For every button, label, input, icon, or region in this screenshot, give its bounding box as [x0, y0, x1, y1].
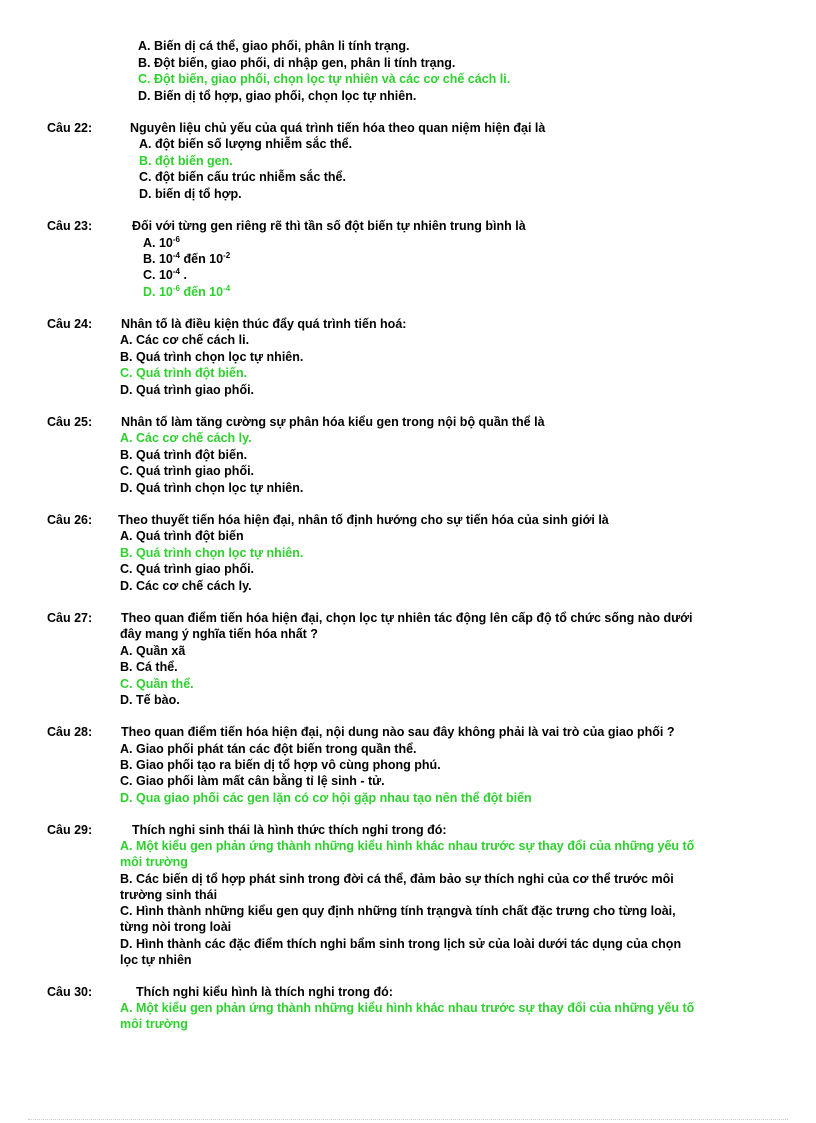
- q28-stem: Theo quan điểm tiến hóa hiện đại, nội dung nào sau đây không phải là vai trò của giao phối ?: [121, 725, 675, 739]
- q22-stem: Nguyên liệu chủ yếu của quá trình tiến hóa theo quan niệm hiện đại là: [130, 121, 546, 135]
- q29-number: Câu 29:: [47, 823, 93, 837]
- q29-option-a-correct-continued: môi trường: [120, 855, 188, 869]
- q30-option-a-correct: A. Một kiểu gen phản ứng thành những kiểu hình khác nhau trước sự thay đổi của những yếu tố: [120, 1001, 695, 1015]
- q25-option-a-correct: A. Các cơ chế cách ly.: [120, 431, 252, 445]
- page-bottom-divider: [28, 1119, 788, 1120]
- q27-number: Câu 27:: [47, 611, 93, 625]
- q24-option-d: D. Quá trình giao phối.: [120, 383, 255, 397]
- q28-option-d-correct: D. Qua giao phối các gen lặn có cơ hội gặp nhau tạo nên thể đột biến: [120, 791, 532, 805]
- q23-option-a: A. $10^{-6}$: [143, 235, 181, 250]
- q29-stem: Thích nghi sinh thái là hình thức thích nghi trong đó:: [132, 823, 447, 837]
- q29-option-b: B. Các biến dị tổ hợp phát sinh trong đời cá thể, đảm bảo sự thích nghi của cơ thể trước môi: [120, 872, 674, 886]
- q23-option-b: B. $10^{-4}$ đến $10^{-2}$: [143, 251, 231, 266]
- q29-option-b-continued: trường sinh thái: [120, 888, 218, 902]
- q26-option-a: A. Quá trình đột biến: [120, 529, 244, 543]
- q25-option-c: C. Quá trình giao phối.: [120, 464, 255, 478]
- q23-option-c: C. $10^{-4}$ .: [143, 267, 187, 282]
- q26-option-c: C. Quá trình giao phối.: [120, 562, 255, 576]
- q27-stem-continued: đây mang ý nghĩa tiến hóa nhất ?: [120, 627, 318, 641]
- q23-option-d-correct: D. $10^{-6}$ đến $10^{-4}$: [143, 284, 231, 299]
- q25-option-b: B. Quá trình đột biến.: [120, 448, 248, 462]
- q30-stem: Thích nghi kiểu hình là thích nghi trong đó:: [136, 985, 393, 999]
- q23-stem: Đối với từng gen riêng rẽ thì tần số đột biến tự nhiên trung bình là: [132, 219, 526, 233]
- q27-option-c-correct: C. Quần thể.: [120, 677, 194, 691]
- q28-option-a: A. Giao phối phát tán các đột biến trong quần thể.: [120, 742, 417, 756]
- q22-option-c: C. đột biến cấu trúc nhiễm sắc thể.: [139, 170, 346, 184]
- q28-option-b: B. Giao phối tạo ra biến dị tổ hợp vô cùng phong phú.: [120, 758, 441, 772]
- q27-option-b: B. Cá thể.: [120, 660, 178, 674]
- q22-option-b-correct: B. đột biến gen.: [139, 154, 233, 168]
- q29-option-c: C. Hình thành những kiểu gen quy định những tính trạngvà tính chất đặc trưng cho từng loài,: [120, 904, 676, 918]
- q29-option-d-continued: lọc tự nhiên: [120, 953, 192, 967]
- q21-option-c-correct: C. Đột biến, giao phối, chọn lọc tự nhiên và các cơ chế cách li.: [138, 72, 511, 86]
- q28-option-c: C. Giao phối làm mất cân bằng tỉ lệ sinh - tử.: [120, 774, 385, 788]
- q26-option-d: D. Các cơ chế cách ly.: [120, 579, 252, 593]
- q25-stem: Nhân tố làm tăng cường sự phân hóa kiểu gen trong nội bộ quần thể là: [121, 415, 545, 429]
- q21-option-a: A. Biến dị cá thể, giao phối, phân li tính trạng.: [138, 39, 410, 53]
- q27-stem: Theo quan điểm tiến hóa hiện đại, chọn lọc tự nhiên tác động lên cấp độ tổ chức sống nào dưới: [121, 611, 693, 625]
- q26-option-b-correct: B. Quá trình chọn lọc tự nhiên.: [120, 546, 304, 560]
- q24-option-b: B. Quá trình chọn lọc tự nhiên.: [120, 350, 304, 364]
- q22-number: Câu 22:: [47, 121, 93, 135]
- q25-option-d: D. Quá trình chọn lọc tự nhiên.: [120, 481, 304, 495]
- q26-stem: Theo thuyết tiến hóa hiện đại, nhân tố định hướng cho sự tiến hóa của sinh giới là: [118, 513, 609, 527]
- q24-number: Câu 24:: [47, 317, 93, 331]
- q29-option-d: D. Hình thành các đặc điểm thích nghi bẩm sinh trong lịch sử của loài dưới tác dụng của chọn: [120, 937, 682, 951]
- q29-option-a-correct: A. Một kiểu gen phản ứng thành những kiểu hình khác nhau trước sự thay đổi của những yếu tố: [120, 839, 695, 853]
- q28-number: Câu 28:: [47, 725, 93, 739]
- q25-number: Câu 25:: [47, 415, 93, 429]
- q26-number: Câu 26:: [47, 513, 93, 527]
- q21-option-b: B. Đột biến, giao phối, di nhập gen, phân li tính trạng.: [138, 56, 456, 70]
- q23-number: Câu 23:: [47, 219, 93, 233]
- q24-option-a: A. Các cơ chế cách li.: [120, 333, 250, 347]
- q22-option-a: A. đột biến số lượng nhiễm sắc thể.: [139, 137, 353, 151]
- q24-option-c-correct: C. Quá trình đột biến.: [120, 366, 248, 380]
- q27-option-d: D. Tế bào.: [120, 693, 180, 707]
- q22-option-d: D. biến dị tổ hợp.: [139, 187, 242, 201]
- q24-stem: Nhân tố là điều kiện thúc đẩy quá trình tiến hoá:: [121, 317, 407, 331]
- q21-option-d: D. Biến dị tổ hợp, giao phối, chọn lọc tự nhiên.: [138, 89, 417, 103]
- q30-option-a-correct-continued: môi trường: [120, 1017, 188, 1031]
- q29-option-c-continued: từng nòi trong loài: [120, 920, 232, 934]
- q27-option-a: A. Quần xã: [120, 644, 186, 658]
- q30-number: Câu 30:: [47, 985, 93, 999]
